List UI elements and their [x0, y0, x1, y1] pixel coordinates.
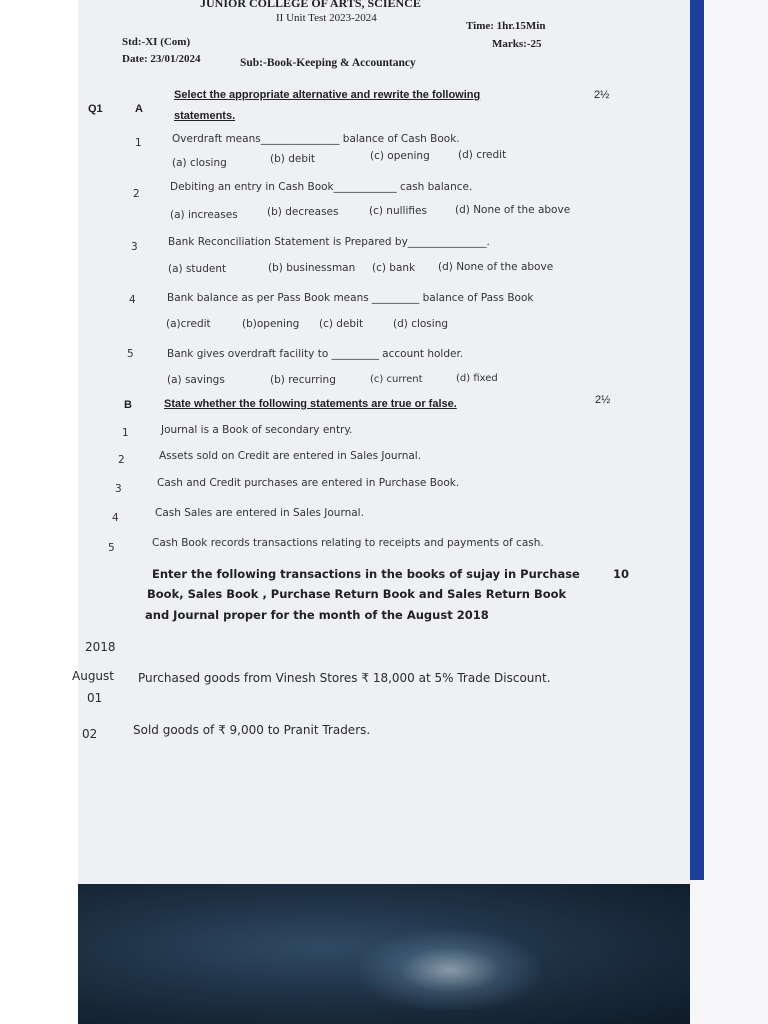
test-title: II Unit Test 2023-2024 — [276, 12, 377, 24]
transaction-1-text: Purchased goods from Vinesh Stores ₹ 18,000 at 5% Trade Discount. — [138, 671, 551, 685]
a1-option-c: (c) opening — [370, 150, 430, 162]
marks-label: Marks:-25 — [492, 38, 542, 50]
task-line-1: Enter the following transactions in the books of sujay in Purchase — [152, 567, 580, 581]
a2-option-c: (c) nullifies — [369, 205, 427, 217]
part-b-marks: 2½ — [595, 394, 611, 406]
background-left — [0, 0, 78, 1024]
a5-option-b: (b) recurring — [270, 374, 336, 386]
a5-question: Bank gives overdraft facility to _________ account holder. — [167, 348, 464, 360]
part-a-letter: A — [135, 103, 143, 115]
a4-option-c: (c) debit — [319, 318, 364, 330]
transaction-2-text: Sold goods of ₹ 9,000 to Pranit Traders. — [133, 723, 371, 737]
b3-number: 3 — [115, 483, 122, 495]
blue-edge — [690, 0, 704, 880]
subject-label: Sub:-Book-Keeping & Accountancy — [240, 57, 416, 69]
b5-number: 5 — [108, 542, 115, 554]
a1-number: 1 — [135, 137, 142, 149]
a3-question: Bank Reconciliation Statement is Prepared by_______________. — [168, 236, 490, 248]
date-label: Date: 23/01/2024 — [122, 53, 201, 65]
a5-option-a: (a) savings — [167, 374, 225, 386]
b5-statement: Cash Book records transactions relating to receipts and payments of cash. — [152, 537, 544, 549]
std-label: Std:-XI (Com) — [122, 36, 191, 48]
a2-number: 2 — [133, 188, 140, 200]
b2-statement: Assets sold on Credit are entered in Sales Journal. — [159, 450, 422, 462]
task-marks: 10 — [613, 567, 630, 581]
q1-label: Q1 — [88, 103, 103, 115]
a5-option-d: (d) fixed — [456, 373, 498, 384]
a3-option-b: (b) businessman — [268, 262, 356, 274]
a1-option-a: (a) closing — [172, 157, 227, 169]
college-name: JUNIOR COLLEGE OF ARTS, SCIENCE — [200, 0, 421, 10]
part-a-marks: 2½ — [594, 89, 610, 101]
part-b-letter: B — [124, 399, 132, 411]
a3-option-a: (a) student — [168, 263, 227, 275]
light-reflection — [360, 930, 540, 1010]
a3-number: 3 — [131, 241, 138, 253]
b4-statement: Cash Sales are entered in Sales Journal. — [155, 507, 364, 519]
transaction-2-day: 02 — [82, 727, 98, 741]
a2-question: Debiting an entry in Cash Book____________ cash balance. — [170, 181, 473, 193]
a4-option-b: (b)opening — [242, 318, 300, 330]
b2-number: 2 — [118, 454, 125, 466]
a2-option-a: (a) increases — [170, 209, 238, 221]
task-line-3: and Journal proper for the month of the August 2018 — [145, 608, 489, 622]
b1-statement: Journal is a Book of secondary entry. — [161, 424, 353, 436]
a2-option-d: (d) None of the above — [455, 204, 571, 216]
b1-number: 1 — [122, 427, 129, 439]
year-label: 2018 — [85, 640, 116, 654]
part-a-instruction-cont: statements. — [174, 110, 236, 122]
task-line-2: Book, Sales Book , Purchase Return Book and Sales Return Book — [147, 587, 567, 601]
a3-option-d: (d) None of the above — [438, 261, 554, 273]
a4-question: Bank balance as per Pass Book means _________ balance of Pass Book — [167, 292, 534, 304]
time-label: Time: 1hr.15Min — [466, 20, 546, 32]
a2-option-b: (b) decreases — [267, 206, 339, 218]
a5-number: 5 — [127, 348, 134, 360]
b4-number: 4 — [112, 512, 119, 524]
a4-option-d: (d) closing — [393, 318, 449, 330]
part-a-instruction: Select the appropriate alternative and rewrite the following — [174, 89, 481, 101]
a1-question: Overdraft means_______________ balance of Cash Book. — [172, 133, 460, 145]
part-b-instruction: State whether the following statements are true or false. — [164, 398, 457, 410]
a1-option-d: (d) credit — [458, 149, 507, 161]
a5-option-c: (c) current — [370, 374, 423, 385]
a4-number: 4 — [129, 294, 136, 306]
a1-option-b: (b) debit — [270, 153, 316, 165]
b3-statement: Cash and Credit purchases are entered in Purchase Book. — [157, 477, 460, 489]
a3-option-c: (c) bank — [372, 262, 416, 274]
month-label: August — [72, 669, 114, 683]
transaction-1-day: 01 — [87, 691, 103, 705]
a4-option-a: (a)credit — [166, 318, 211, 330]
